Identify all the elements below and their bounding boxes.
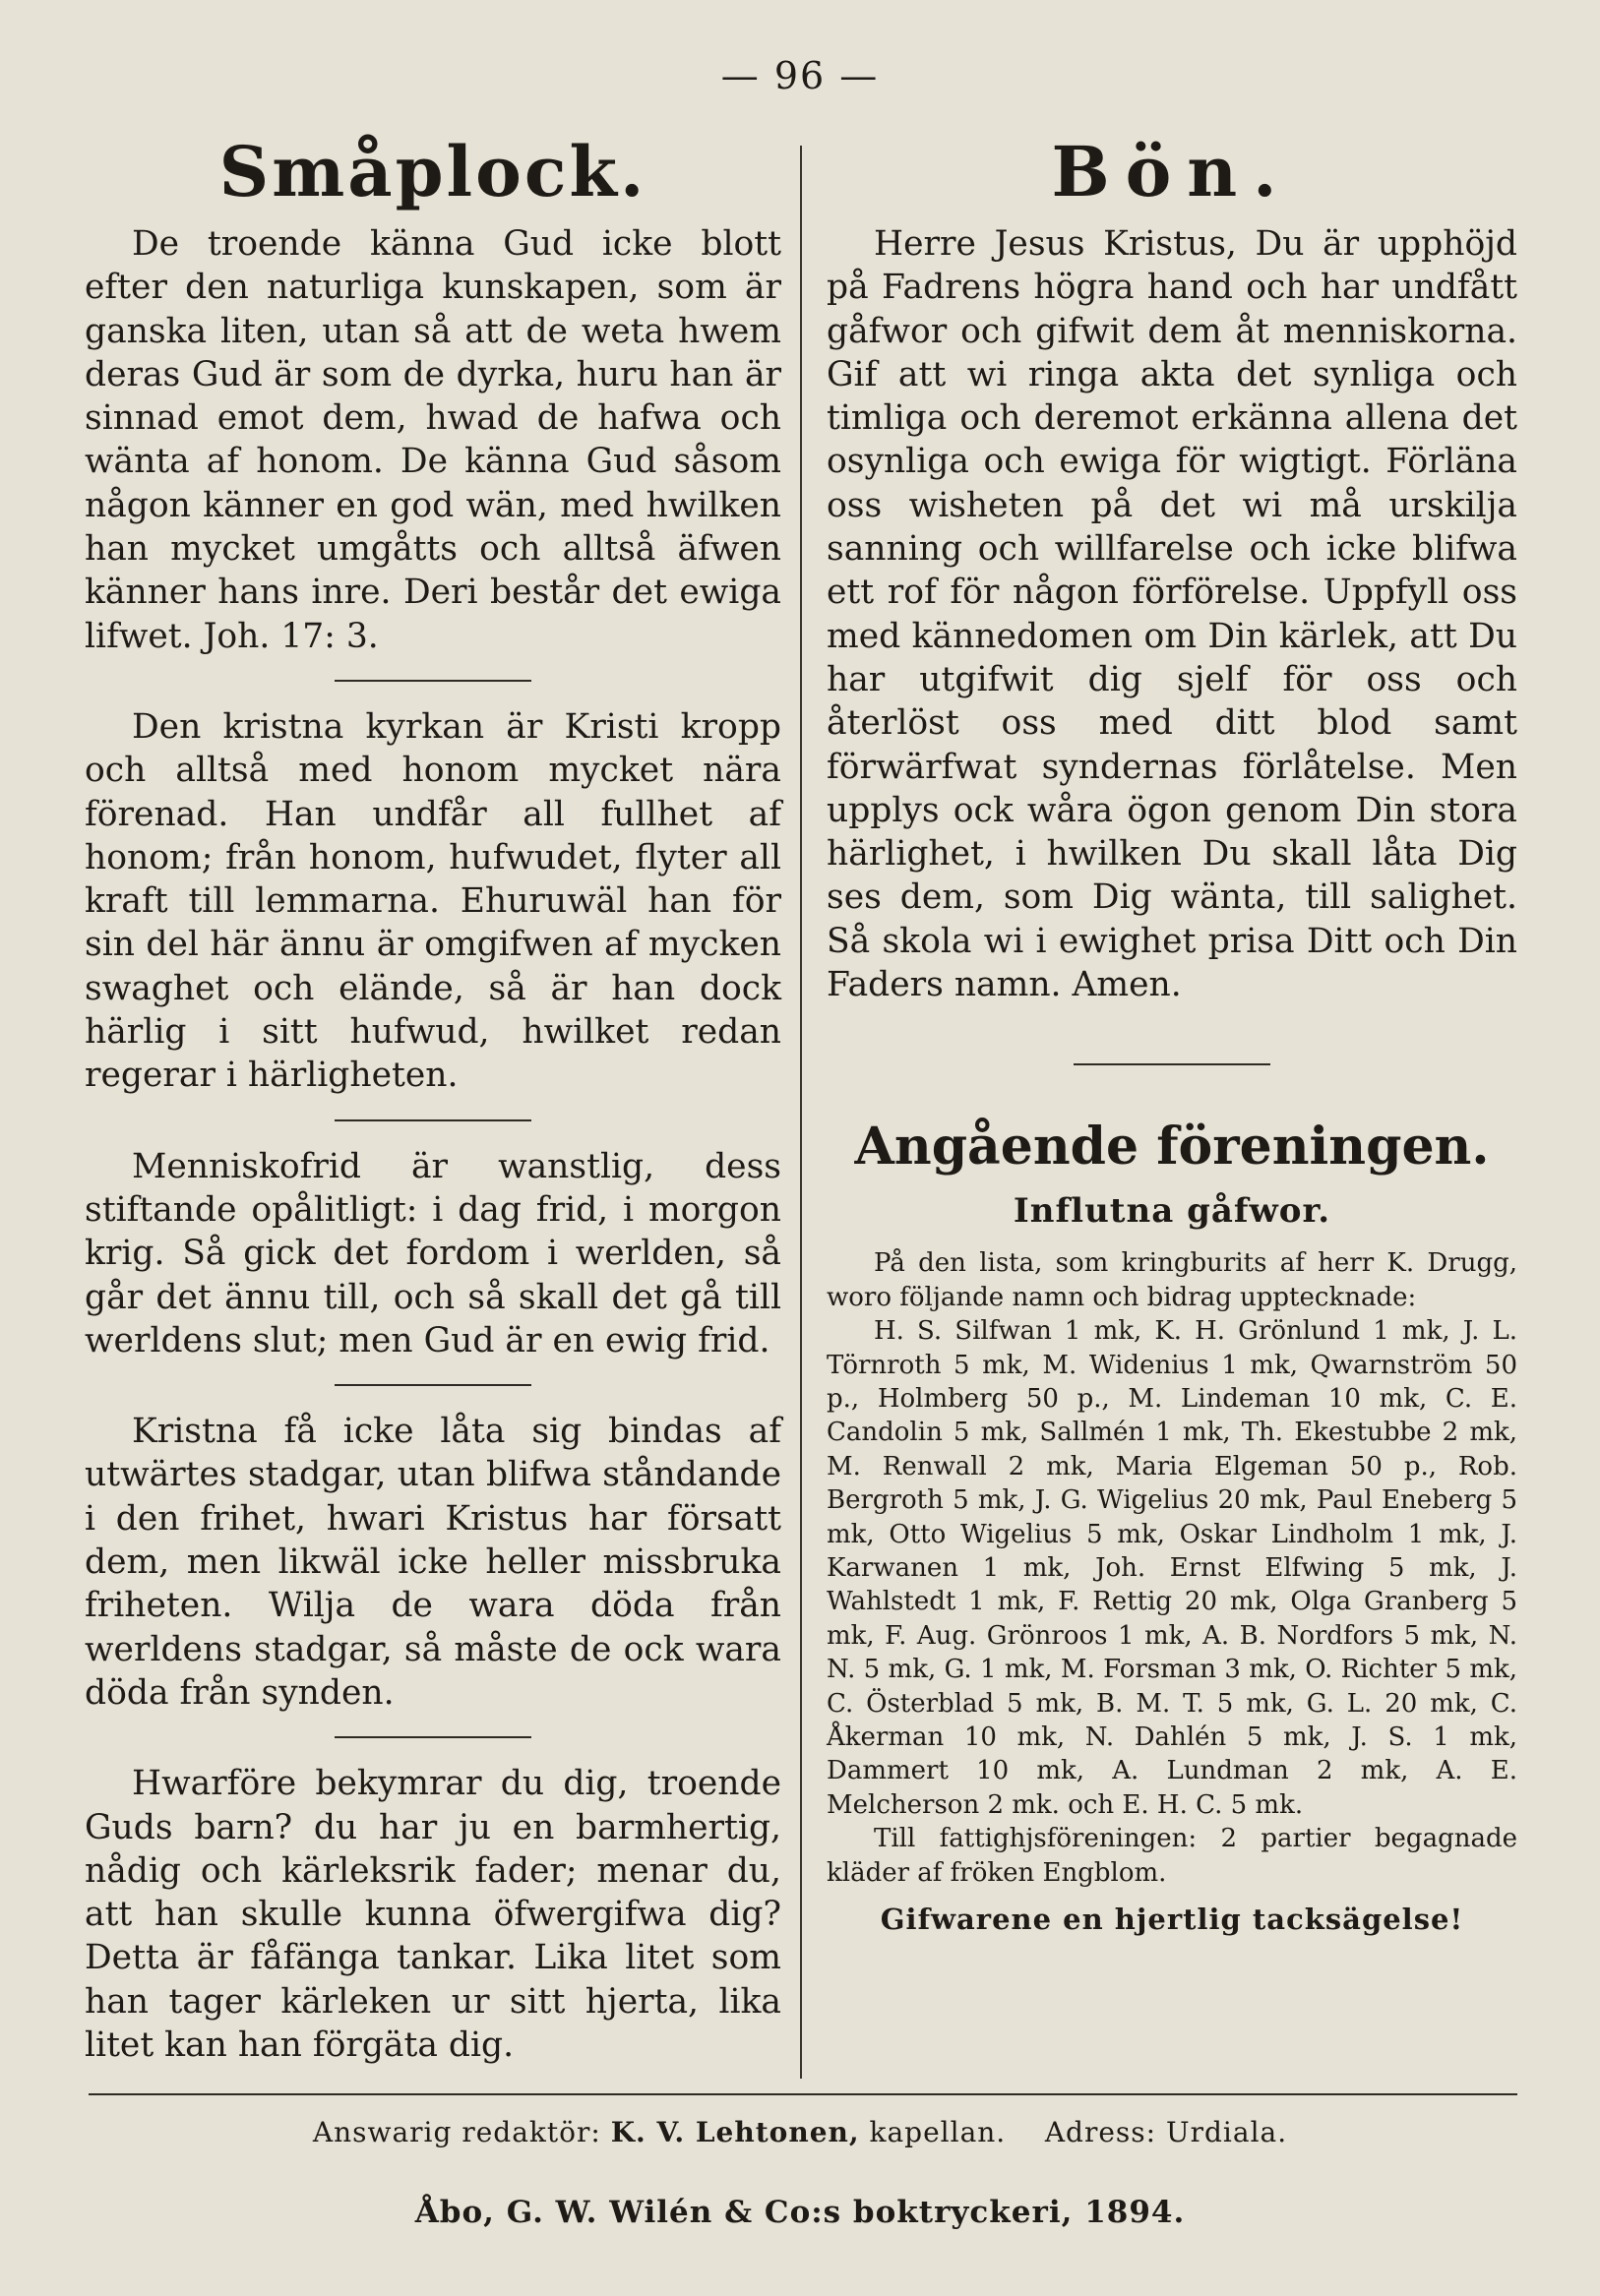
section-divider	[335, 1384, 531, 1386]
column-divider	[800, 146, 802, 2079]
article-paragraph: Kristna få icke låta sig bindas af utwärtes stadgar, utan blifwa ståndande i den frihet, hwari Kristus har försatt dem, men likwäl icke heller missbruka friheten. Wilja de wara döda från werldens stadgar, så måste de ock wara döda från synden.	[85, 1412, 781, 1713]
address-value: Urdiala.	[1166, 2116, 1288, 2148]
thanks-line: Gifwarene en hjertlig tacksägelse!	[880, 1903, 1464, 1937]
section-divider	[335, 1119, 531, 1121]
editor-name: K. V. Lehtonen,	[610, 2116, 860, 2148]
donations-list: H. S. Silfwan 1 mk, K. H. Grönlund 1 mk, J. L. Törnroth 5 mk, M. Widenius 1 mk, Qwarnström 50 p., Holmberg 50 p., M. Lindeman 10 mk, C. E. Candolin 5 mk, Sallmén 1 mk, Th. Ekestubbe 2 mk, M. Renwall 2 mk, Maria Elgeman 50 p., Rob. Bergroth 5 mk, J. G. Wigelius 20 mk, Paul Eneberg 5 mk, Otto Wigelius 5 mk, Oskar Lindholm 1 mk, J. Karwanen 1 mk, Joh. Ernst Elfwing 5 mk, J. Wahlstedt 1 mk, F. Rettig 20 mk, Olga Granberg 5 mk, F. Aug. Grönroos 1 mk, A. B. Nordfors 5 mk, N. N. 5 mk, G. 1 mk, M. Forsman 3 mk, O. Richter 5 mk, C. Österblad 5 mk, B. M. T. 5 mk, G. L. 20 mk, C. Åkerman 10 mk, N. Dahlén 5 mk, J. S. 1 mk, Dammert 10 mk, A. Lundman 2 mk, A. E. Melcherson 2 mk. och E. H. C. 5 mk.	[827, 1316, 1517, 1820]
left-column-title: Småplock.	[218, 131, 647, 212]
article-paragraph: Menniskofrid är wanstlig, dess stiftande opålitligt: i dag frid, i morgon krig. Så gick det fordom i werlden, så går det ännu till, och så skall det gå till werldens slut; men Gud är en ewig frid.	[85, 1146, 781, 1360]
editor-line	[0, 2113, 1600, 2152]
address-label: Adress:	[1044, 2116, 1157, 2148]
page-number: — 96 —	[720, 54, 880, 97]
article-paragraph: Hwarföre bekymrar du dig, troende Guds barn? du har ju en barmhertig, nådig och kärleksrik fader; menar du, att han skulle kunna öfwergifwa dig? Detta är fåfänga tankar. Lika litet som han tager kärleken ur sitt hjerta, lika litet kan han förgäta dig.	[85, 1764, 781, 2065]
right-column	[827, 128, 1517, 1939]
donations-intro: På den lista, som kringburits af herr K. Drugg, woro följande namn och bidrag upptecknade:	[827, 1248, 1517, 1312]
clothing-note: Till fattighjsföreningen: 2 partier begagnade kläder af fröken Engblom.	[827, 1824, 1517, 1888]
association-section-title: Angående föreningen.	[854, 1117, 1490, 1178]
article-paragraph: De troende känna Gud icke blott efter den naturliga kunskapen, som är ganska liten, utan så att de weta hwem deras Gud är som de dyrka, huru han är sinnad emot dem, hwad de hafwa och wänta af honom. De känna Gud såsom någon känner en god wän, med hwilken han mycket umgåtts och alltså äfwen känner hans inre. Deri består det ewiga lifwet. Joh. 17: 3.	[85, 224, 781, 656]
left-column	[85, 128, 781, 2067]
editor-label: Answarig redaktör:	[312, 2116, 601, 2148]
footer-divider	[89, 2093, 1517, 2095]
printer-imprint: Åbo, G. W. Wilén & Co:s boktryckeri, 1894.	[414, 2195, 1186, 2230]
article-paragraph: Den kristna kyrkan är Kristi kropp och alltså med honom mycket nära förenad. Han undfår all fullhet af honom; från honom, hufwudet, flyter all kraft till lemmarna. Ehuruwäl han för sin del här ännu är omgifwen af mycken swaghet och elände, så är han dock härlig i sitt hufwud, hwilket redan regerar i härligheten.	[85, 706, 781, 1096]
prayer-title: Bön.	[1051, 131, 1293, 212]
section-divider	[335, 680, 531, 682]
section-divider	[335, 1736, 531, 1738]
prayer-text: Herre Jesus Kristus, Du är upphöjd på Fadrens högra hand och har undfått gåfwor och gifwit dem åt menniskorna. Gif att wi ringa akta det synliga och timliga och deremot erkänna allena det osynliga och ewiga för wigtigt. Förläna oss wisheten på det wi må urskilja sanning och willfarelse och icke blifwa ett rof för någon förförelse. Uppfyll oss med kännedomen om Din kärlek, att Du har utgifwit dig sjelf för oss och återlöst oss med ditt blod samt förwärfwat syndernas förlåtelse. Men upplys ock wåra ögon genom Din stora härlighet, i hwilken Du skall låta Dig ses dem, som Dig wänta, till salighet. Så skola wi i ewighet prisa Ditt och Din Faders namn. Amen.	[827, 224, 1517, 1005]
donations-subtitle: Influtna gåfwor.	[1013, 1191, 1331, 1232]
section-divider	[1074, 1063, 1270, 1065]
editor-title: kapellan.	[869, 2116, 1007, 2148]
